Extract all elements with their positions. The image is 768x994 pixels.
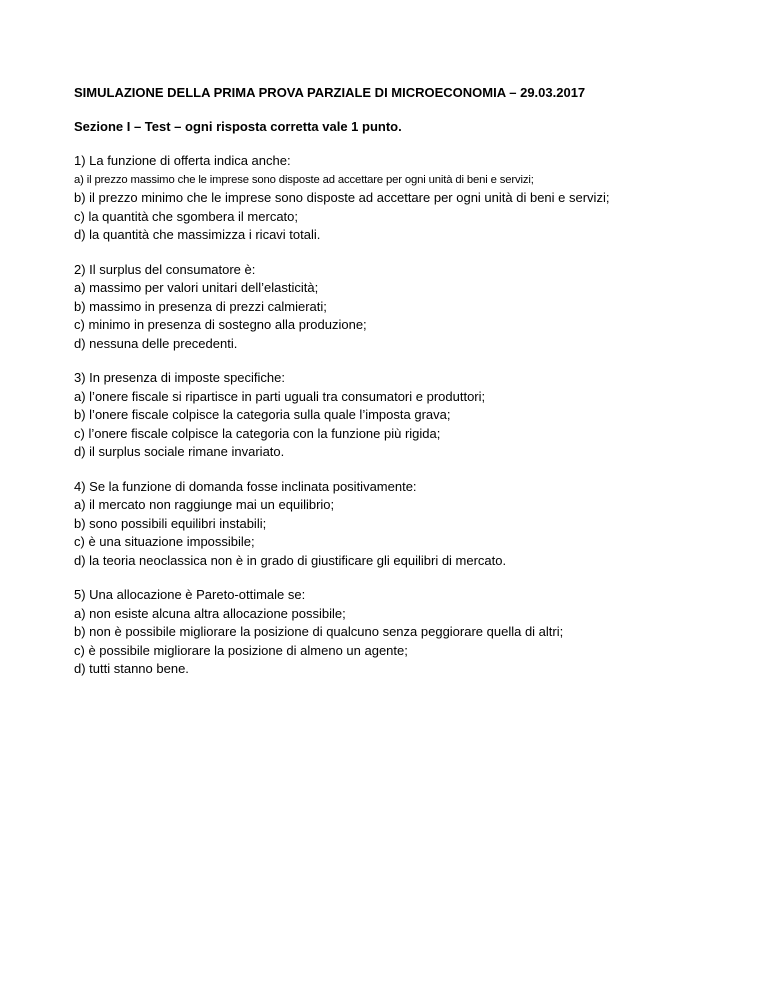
answer-option: c) l’onere fiscale colpisce la categoria con la funzione più rigida; <box>74 425 441 441</box>
answer-option: d) nessuna delle precedenti. <box>74 335 238 351</box>
question-text: 1) La funzione di offerta indica anche: <box>74 153 291 168</box>
answer-option: a) il prezzo massimo che le imprese sono disposte ad accettare per ogni unità di beni e servizi; <box>74 173 534 186</box>
answer-option: b) massimo in presenza di prezzi calmierati; <box>74 298 327 314</box>
answer-option: d) la quantità che massimizza i ricavi totali. <box>74 227 321 242</box>
answer-option: c) è una situazione impossibile; <box>74 534 255 549</box>
answer-option: b) il prezzo minimo che le imprese sono disposte ad accettare per ogni unità di beni e servizi; <box>74 190 610 205</box>
question-text: 4) Se la funzione di domanda fosse inclinata positivamente: <box>74 478 417 494</box>
document-page <box>74 84 714 679</box>
question-5 <box>74 586 714 679</box>
answer-option: d) tutti stanno bene. <box>74 661 189 676</box>
answer-option: c) è possibile migliorare la posizione di almeno un agente; <box>74 642 408 658</box>
answer-option: d) la teoria neoclassica non è in grado di giustificare gli equilibri di mercato. <box>74 552 507 568</box>
question-1 <box>74 152 714 245</box>
answer-option: d) il surplus sociale rimane invariato. <box>74 444 285 459</box>
answer-option: c) minimo in presenza di sostegno alla produzione; <box>74 317 367 332</box>
answer-option: a) massimo per valori unitari dell’elasticità; <box>74 280 319 295</box>
answer-option: b) l’onere fiscale colpisce la categoria sulla quale l’imposta grava; <box>74 407 451 422</box>
answer-option: c) la quantità che sgombera il mercato; <box>74 208 298 224</box>
answer-option: a) l’onere fiscale si ripartisce in parti uguali tra consumatori e produttori; <box>74 388 486 404</box>
question-text: 3) In presenza di imposte specifiche: <box>74 370 285 385</box>
answer-option: a) il mercato non raggiunge mai un equilibrio; <box>74 497 335 512</box>
question-text: 5) Una allocazione è Pareto-ottimale se: <box>74 587 306 602</box>
question-text: 2) Il surplus del consumatore è: <box>74 261 256 277</box>
question-4 <box>74 478 714 571</box>
section-heading: Sezione I – Test – ogni risposta corretta vale 1 punto. <box>74 118 402 134</box>
answer-option: b) sono possibili equilibri instabili; <box>74 515 267 531</box>
question-3 <box>74 369 714 462</box>
document-title: SIMULAZIONE DELLA PRIMA PROVA PARZIALE DI MICROECONOMIA – 29.03.2017 <box>74 85 586 100</box>
question-2 <box>74 261 714 354</box>
answer-option: b) non è possibile migliorare la posizione di qualcuno senza peggiorare quella di altri; <box>74 624 564 639</box>
answer-option: a) non esiste alcuna altra allocazione possibile; <box>74 605 346 621</box>
